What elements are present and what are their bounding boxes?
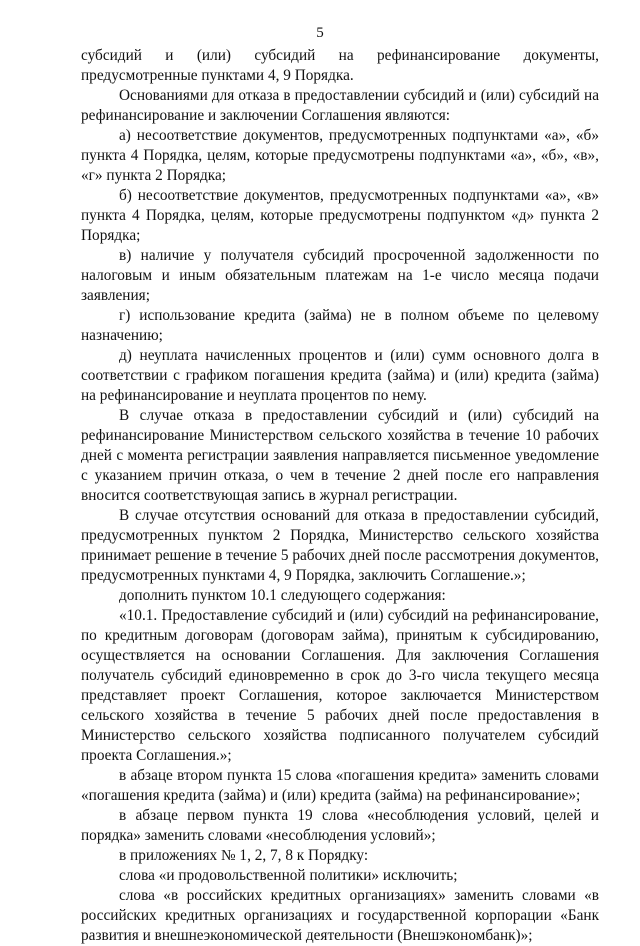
paragraph-item-a: а) несоответствие документов, предусмотренных подпунктами «а», «б» пункта 4 Порядка, целям, которые предусмотрены подпунктами «а», «б», «в», «г» пункта 2 Порядка;: [81, 127, 599, 184]
paragraph-point-19-amendment: в абзаце первом пункта 19 слова «несоблюдения условий, целей и порядка» заменить словами «несоблюдения условий»;: [81, 807, 599, 844]
paragraph-point-15-amendment: в абзаце втором пункта 15 слова «погашения кредита» заменить словами «погашения кредита (займа) и (или) кредита (займа) на рефинансирование»;: [81, 767, 599, 804]
paragraph-continuation: субсидий и (или) субсидий на рефинансирование документы, предусмотренные пунктами 4, 9 Порядка.: [81, 47, 599, 84]
page-number: 5: [316, 25, 324, 41]
paragraph-item-g: г) использование кредита (займа) не в полном объеме по целевому назначению;: [81, 307, 599, 344]
paragraph-item-d: д) неуплата начисленных процентов и (или) сумм основного долга в соответствии с графиком погашения кредита (займа) и (или) кредита (займа) на рефинансирование и неуплата процентов по нему.: [81, 347, 599, 404]
paragraph-add-point-10-1: дополнить пунктом 10.1 следующего содержания:: [119, 587, 446, 604]
paragraph-appendices-intro: в приложениях № 1, 2, 7, 8 к Порядку:: [119, 847, 369, 864]
paragraph-replace-words: слова «в российских кредитных организациях» заменить словами «в российских кредитных организациях и государственной корпорации «Банк развития и внешнеэкономической деятельности (Внешэкономбанк)»;: [81, 887, 599, 944]
paragraph-exclude-words: слова «и продовольственной политики» исключить;: [119, 867, 458, 884]
paragraph-refusal-grounds-intro: Основаниями для отказа в предоставлении субсидий и (или) субсидий на рефинансирование и заключении Соглашения являются:: [81, 87, 599, 124]
paragraph-item-v: в) наличие у получателя субсидий просроченной задолженности по налоговым и иным обязательным платежам на 1-е число месяца подачи заявления;: [81, 247, 599, 304]
paragraph-item-b: б) несоответствие документов, предусмотренных подпунктами «а», «в» пункта 4 Порядка, целям, которые предусмотрены подпунктом «д» пункта 2 Порядка;: [81, 187, 599, 244]
document-body: [81, 46, 599, 946]
paragraph-refusal-notice: В случае отказа в предоставлении субсидий и (или) субсидий на рефинансирование Министерством сельского хозяйства в течение 10 рабочих дней с момента регистрации заявления направляется письменное уведомление с указанием причин отказа, о чем в течение 2 дней после его направления вносится соответствующая запись в журнал регистрации.: [81, 407, 599, 504]
paragraph-no-refusal-decision: В случае отсутствия оснований для отказа в предоставлении субсидий, предусмотренных пунктом 2 Порядка, Министерство сельского хозяйства принимает решение в течение 5 рабочих дней после рассмотрения документов, предусмотренных пунктами 4, 9 Порядка, заключить Соглашение.»;: [81, 507, 599, 584]
paragraph-point-10-1-text: «10.1. Предоставление субсидий и (или) субсидий на рефинансирование, по кредитным договорам (договорам займа), принятым к субсидированию, осуществляется на основании Соглашения. Для заключения Соглашения получатель субсидий единовременно в срок до 3-го числа текущего месяца представляет проект Соглашения, которое заключается Министерством сельского хозяйства в течение 5 рабочих дней после предоставления в Министерство сельского хозяйства подписанного получателем субсидий проекта Соглашения.»;: [81, 607, 599, 764]
